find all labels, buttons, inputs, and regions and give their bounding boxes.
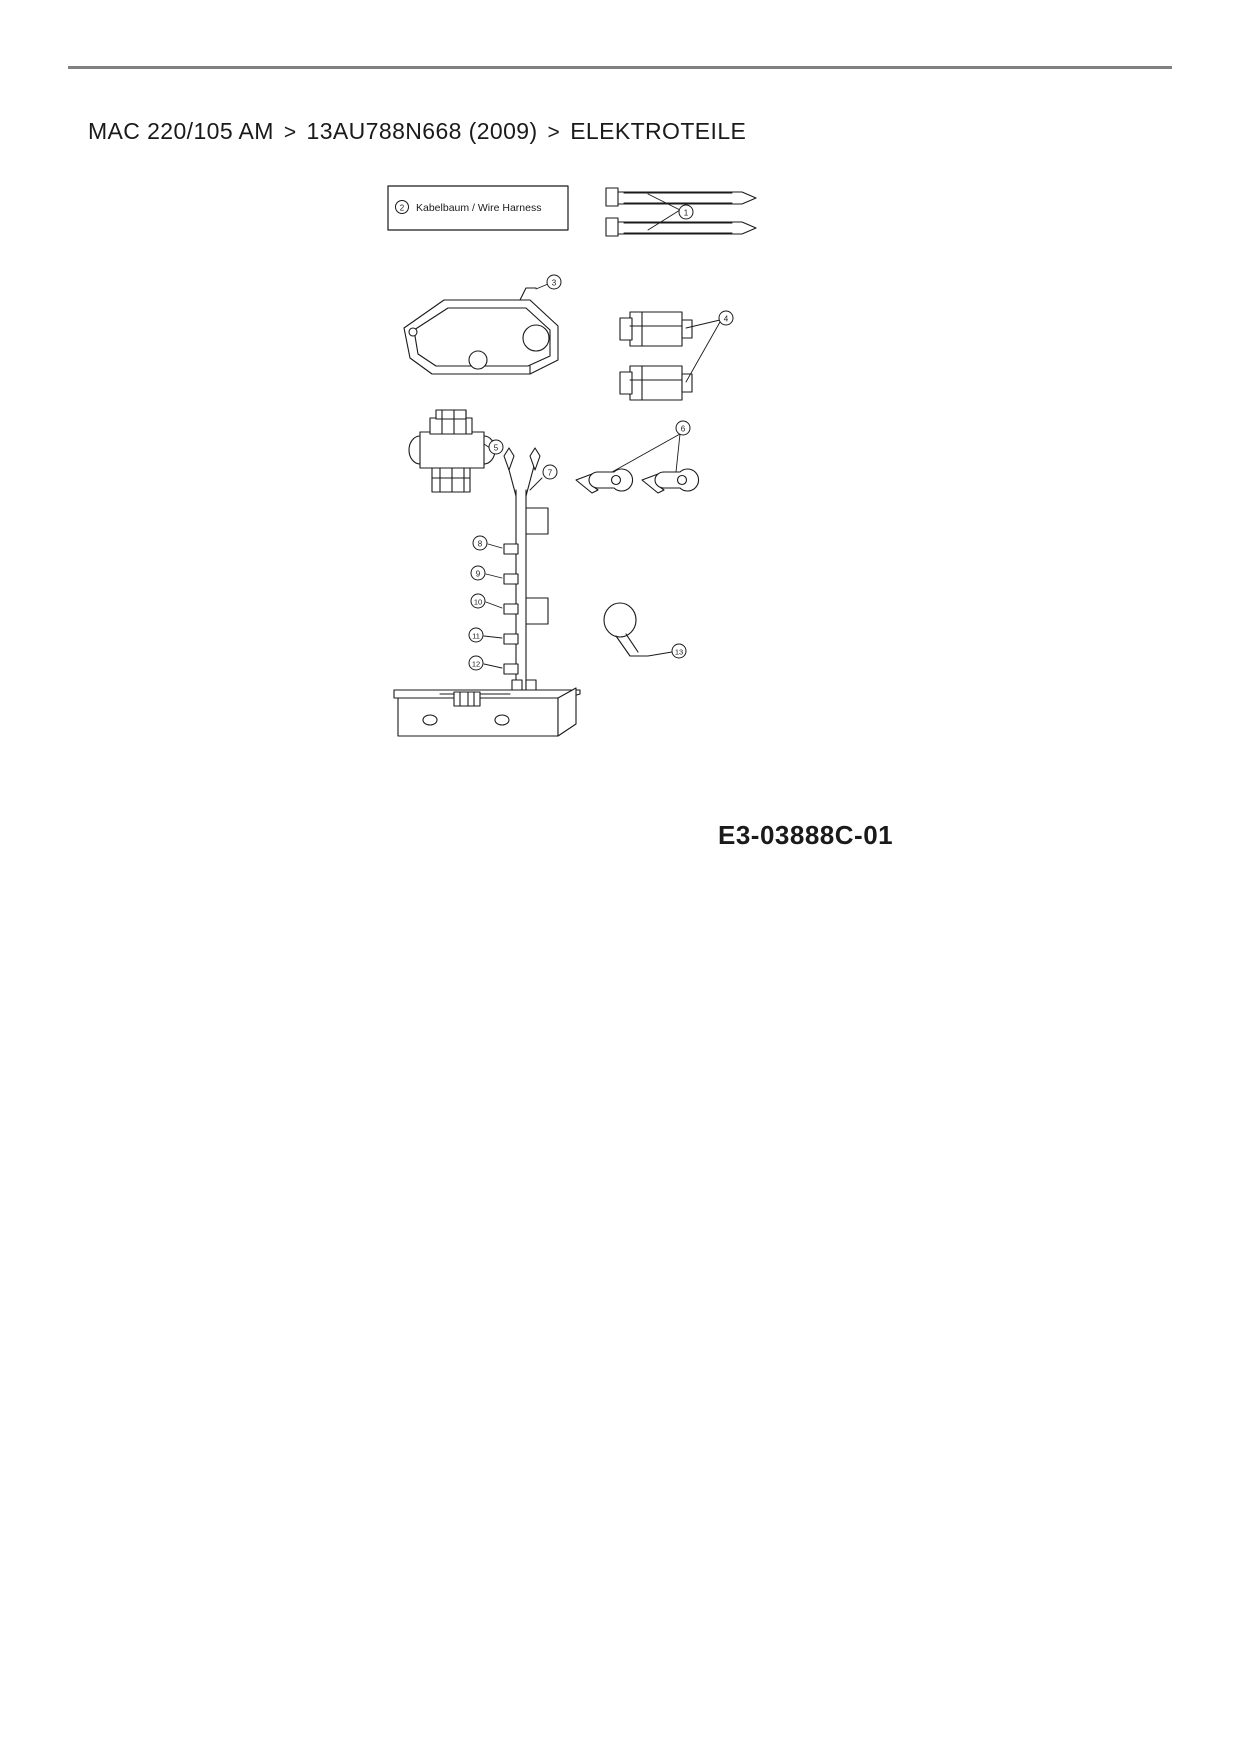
svg-text:11: 11 bbox=[472, 631, 480, 641]
callout-10 bbox=[471, 594, 485, 608]
knob-assembly bbox=[604, 603, 648, 656]
breadcrumb-model: MAC 220/105 AM bbox=[88, 118, 274, 144]
parts-diagram-svg bbox=[380, 160, 870, 780]
svg-text:8: 8 bbox=[477, 539, 483, 549]
svg-text:9: 9 bbox=[475, 569, 481, 579]
relay-upper bbox=[620, 312, 692, 346]
cable-tie-lower bbox=[606, 218, 756, 236]
key-left bbox=[576, 469, 633, 493]
harness-column bbox=[504, 448, 548, 708]
svg-text:10: 10 bbox=[473, 597, 483, 607]
callout-3 bbox=[547, 275, 561, 289]
breadcrumb-separator-1: > bbox=[283, 121, 297, 144]
drawing-code: E3-03888C-01 bbox=[718, 820, 894, 850]
callout-8 bbox=[473, 536, 487, 550]
svg-text:6: 6 bbox=[680, 424, 686, 434]
svg-text:3: 3 bbox=[551, 278, 557, 288]
callout-12 bbox=[469, 656, 483, 670]
callout-5 bbox=[489, 440, 503, 454]
ignition-switch bbox=[409, 410, 495, 492]
svg-text:7: 7 bbox=[547, 468, 553, 478]
lever-bracket bbox=[404, 288, 558, 374]
callout-7 bbox=[543, 465, 557, 479]
callout-9 bbox=[471, 566, 485, 580]
dash-panel bbox=[394, 680, 580, 736]
legend-callout-number: 2 bbox=[399, 203, 405, 213]
callout-13 bbox=[672, 644, 686, 658]
callout-4 bbox=[719, 311, 733, 325]
svg-text:13: 13 bbox=[674, 647, 684, 657]
cable-tie-upper bbox=[606, 188, 756, 206]
svg-text:12: 12 bbox=[471, 659, 481, 669]
legend-box bbox=[388, 186, 568, 230]
breadcrumb-section: ELEKTROTEILE bbox=[570, 118, 747, 144]
breadcrumb bbox=[88, 118, 746, 145]
breadcrumb-part-number: 13AU788N668 (2009) bbox=[306, 118, 538, 144]
header-divider bbox=[68, 66, 1172, 69]
callout-6 bbox=[676, 421, 690, 435]
parts-diagram bbox=[380, 160, 870, 780]
breadcrumb-separator-2: > bbox=[547, 121, 561, 144]
key-right bbox=[642, 469, 699, 493]
callout-1 bbox=[679, 205, 693, 219]
svg-text:1: 1 bbox=[683, 208, 689, 218]
legend-label: Kabelbaum / Wire Harness bbox=[416, 202, 542, 214]
svg-text:5: 5 bbox=[493, 443, 499, 453]
callout-11 bbox=[469, 628, 483, 642]
relay-lower bbox=[620, 366, 692, 400]
svg-text:4: 4 bbox=[723, 314, 729, 324]
